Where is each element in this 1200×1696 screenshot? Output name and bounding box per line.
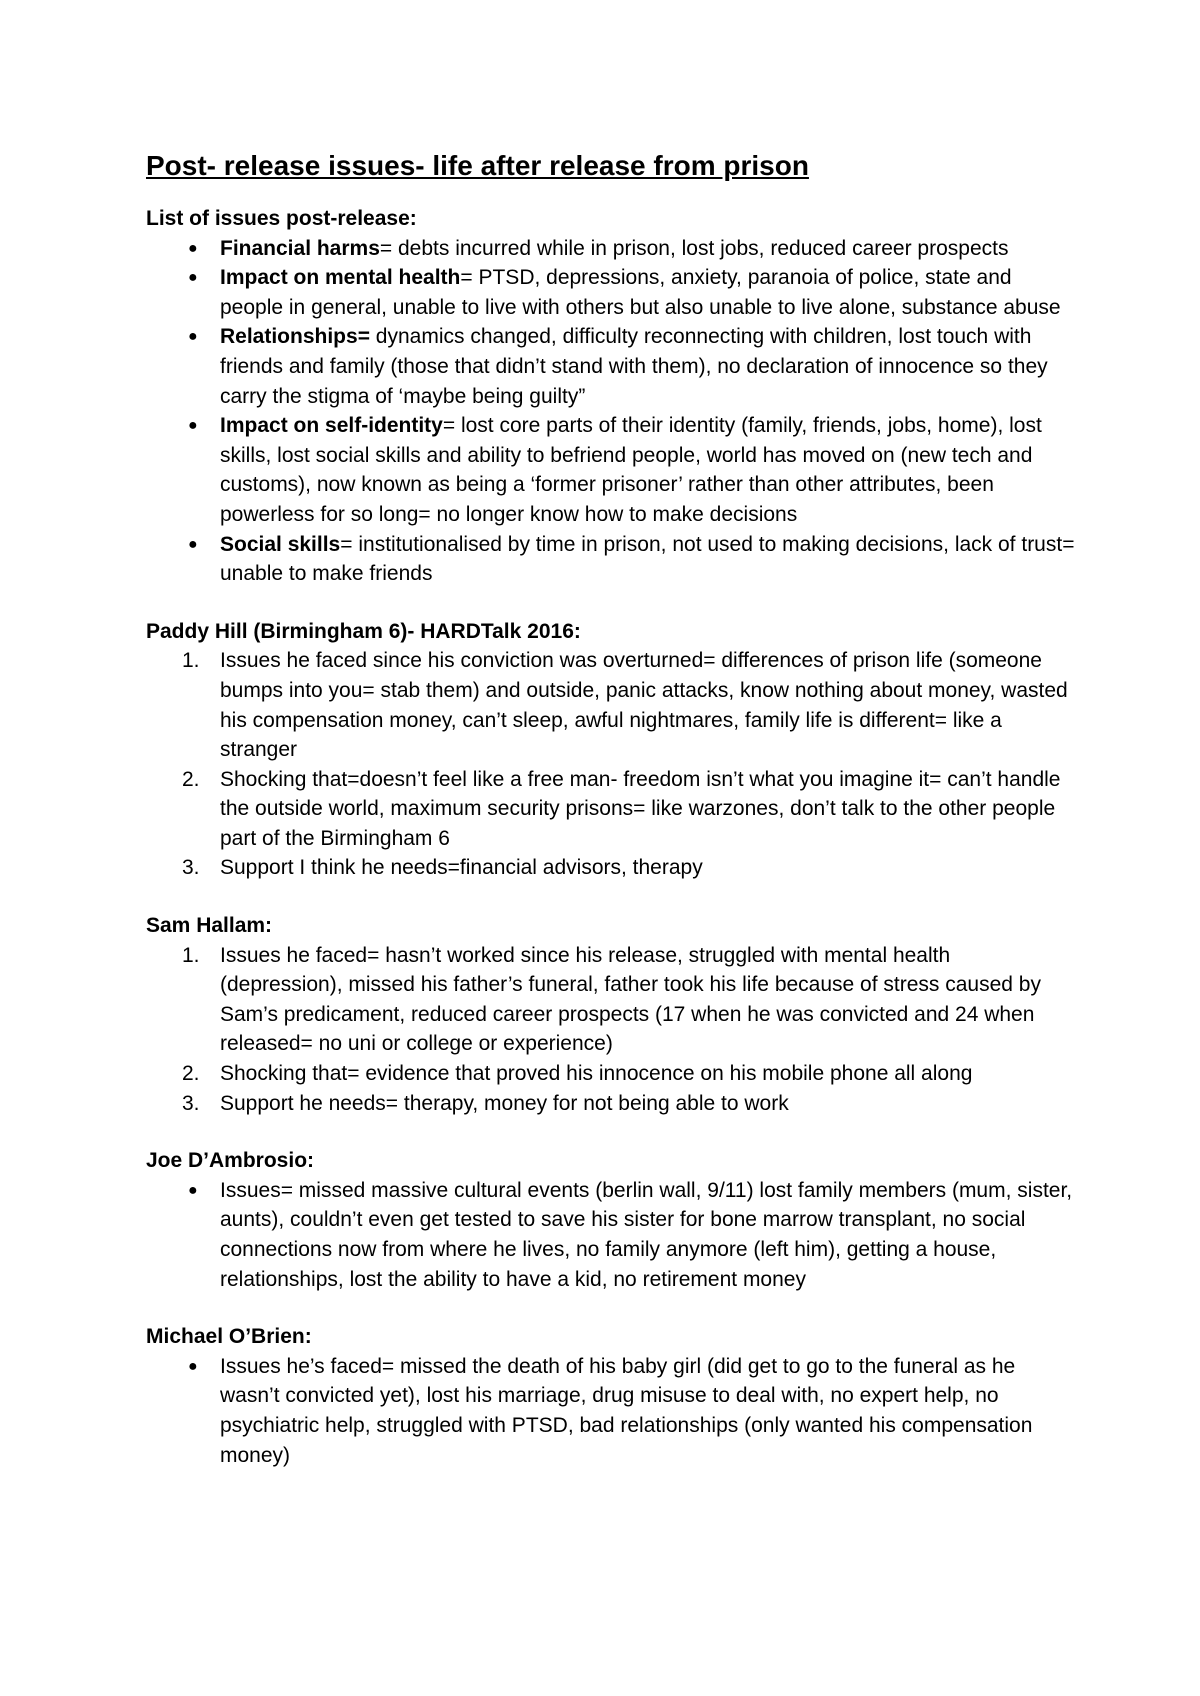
- section-joe-dambrosio: [146, 1146, 1076, 1294]
- document-body: [146, 146, 1076, 1498]
- list-item: [146, 1176, 1076, 1294]
- section-heading: Paddy Hill (Birmingham 6)- HARDTalk 2016:: [146, 619, 581, 643]
- list-number: 3.: [182, 1091, 200, 1115]
- section-heading: Joe D’Ambrosio:: [146, 1149, 315, 1173]
- bullet-icon: ●: [188, 269, 198, 287]
- numbered-list: [146, 646, 1076, 883]
- bullet-list: [146, 234, 1076, 589]
- item-text: Issues= missed massive cultural events (berlin wall, 9/11) lost family members (mum, sister, aunts), couldn’t even get tested to save his sister for bone marrow transplant, no social connections now from where he lives, no family anymore (left him), getting a house, relationships, lost the ability to have a kid, no retirement money: [220, 1178, 1073, 1291]
- list-item: [146, 530, 1076, 589]
- list-number: 2.: [182, 1062, 200, 1086]
- list-item: [146, 411, 1076, 529]
- section-paddy-hill: [146, 617, 1076, 883]
- item-text: Shocking that= evidence that proved his innocence on his mobile phone all along: [220, 1062, 973, 1086]
- item-term: Relationships=: [220, 325, 370, 349]
- item-term: Social skills: [220, 532, 341, 556]
- list-number: 1.: [182, 943, 200, 967]
- numbered-list: [146, 941, 1076, 1119]
- list-item: [146, 263, 1076, 322]
- item-term: Impact on mental health: [220, 266, 461, 290]
- item-text: Support he needs= therapy, money for not being able to work: [220, 1091, 789, 1115]
- section-issues-list: [146, 204, 1076, 589]
- item-text: = lost core parts of their identity (family, friends, jobs, home), lost skills, lost social skills and ability to befriend people, world has moved on (new tech and customs), now known as being a ‘former prisoner’ rather than other attributes, been powerless for so long= no longer know how to make decisions: [220, 414, 1042, 526]
- item-term: Financial harms: [220, 236, 380, 260]
- list-number: 2.: [182, 767, 200, 791]
- bullet-icon: ●: [188, 239, 198, 257]
- bullet-icon: ●: [188, 1181, 198, 1199]
- bullet-list: [146, 1352, 1076, 1470]
- list-item: [146, 646, 1076, 764]
- item-text: Shocking that=doesn’t feel like a free man- freedom isn’t what you imagine it= can’t handle the outside world, maximum security prisons= like warzones, don’t talk to the other people part of the Birmingham 6: [220, 767, 1061, 850]
- list-item: [146, 765, 1076, 854]
- item-text: Support I think he needs=financial advisors, therapy: [220, 856, 703, 880]
- item-text: dynamics changed, difficulty reconnecting with children, lost touch with friends and family (those that didn’t stand with them), no declaration of innocence so they carry the stigma of ‘maybe being guilty”: [220, 325, 1048, 408]
- list-item: [146, 1089, 1076, 1119]
- item-text: = debts incurred while in prison, lost jobs, reduced career prospects: [379, 236, 1009, 260]
- list-item: [146, 853, 1076, 883]
- item-text: = PTSD, depressions, anxiety, paranoia of police, state and people in general, unable to live with others but also unable to live alone, substance abuse: [220, 266, 1061, 319]
- section-sam-hallam: [146, 911, 1076, 1118]
- document-title: Post- release issues- life after release from prison: [146, 150, 809, 181]
- bullet-icon: ●: [188, 535, 198, 553]
- item-text: Issues he faced since his conviction was overturned= differences of prison life (someone bumps into you= stab them) and outside, panic attacks, know nothing about money, wasted his compensation money, can’t sleep, awful nightmares, family life is different= like a stranger: [220, 649, 1068, 762]
- bullet-list: [146, 1176, 1076, 1294]
- item-text: Issues he faced= hasn’t worked since his release, struggled with mental health (depression), missed his father’s funeral, father took his life because of stress caused by Sam’s predicament, reduced career prospects (17 when he was convicted and 24 when released= no uni or college or experience): [220, 943, 1041, 1056]
- section-heading: List of issues post-release:: [146, 207, 417, 230]
- list-number: 1.: [182, 649, 200, 673]
- section-heading: Michael O’Brien:: [146, 1325, 312, 1349]
- item-text: Issues he’s faced= missed the death of his baby girl (did get to go to the funeral as he wasn’t convicted yet), lost his marriage, drug misuse to deal with, no expert help, no psychiatric help, struggled with PTSD, bad relationships (only wanted his compensation money): [220, 1354, 1033, 1467]
- list-item: [146, 1352, 1076, 1470]
- section-heading: Sam Hallam:: [146, 914, 273, 938]
- list-item: [146, 941, 1076, 1059]
- list-item: [146, 322, 1076, 411]
- section-michael-obrien: [146, 1322, 1076, 1470]
- list-item: [146, 234, 1076, 264]
- list-number: 3.: [182, 856, 200, 880]
- item-text: = institutionalised by time in prison, not used to making decisions, lack of trust= unable to make friends: [220, 532, 1075, 586]
- item-term: Impact on self-identity: [220, 414, 443, 438]
- bullet-icon: ●: [188, 328, 198, 346]
- list-item: [146, 1059, 1076, 1089]
- bullet-icon: ●: [188, 1357, 198, 1375]
- bullet-icon: ●: [188, 417, 198, 435]
